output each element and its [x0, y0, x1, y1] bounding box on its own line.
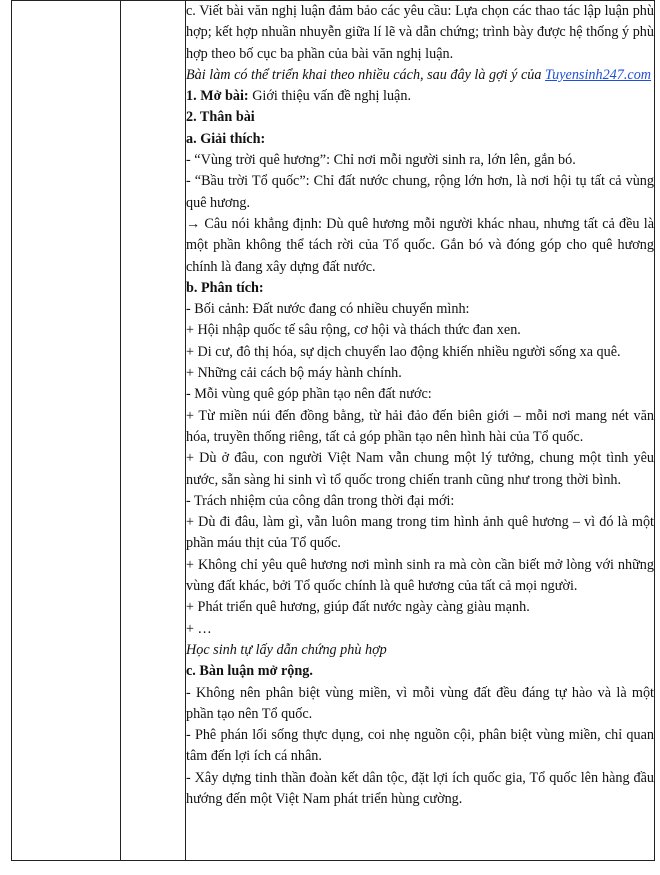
mo-bai-label: 1. Mở bài:	[186, 88, 249, 105]
list-item: - Mỗi vùng quê góp phần tạo nên đất nước:	[186, 386, 432, 403]
list-item: + Phát triển quê hương, giúp đất nước ngày càng giàu mạnh.	[186, 599, 530, 616]
list-item: + Hội nhập quốc tế sâu rộng, cơ hội và thách thức đan xen.	[186, 322, 521, 339]
list-item: - Phê phán lối sống thực dụng, coi nhẹ nguồn cội, phân biệt vùng miền, chỉ quan tâm đến lợi ích cá nhân.	[186, 727, 654, 765]
evidence-note: Học sinh tự lấy dẫn chứng phù hợp	[186, 641, 387, 658]
suggestion-note	[186, 65, 654, 86]
list-item: + Từ miền núi đến đồng bằng, từ hải đảo đến biên giới – mỗi nơi mang nét văn hóa, truyền thống riêng, tất cả góp phần tạo nên hình hài của Tổ quốc.	[186, 407, 654, 445]
suggestion-text: Bài làm có thể triển khai theo nhiều cách, sau đây là gợi ý của	[186, 66, 542, 83]
answer-table	[11, 0, 655, 861]
intro-text: c. Viết bài văn nghị luận đảm bảo các yêu cầu: Lựa chọn các thao tác lập luận phù hợp; kết hợp nhuần nhuyễn giữa lí lẽ và dẫn chứng; trình bày được hệ thống ý phù hợp theo bố cục ba phần của bài văn nghị luận.	[186, 3, 654, 62]
ban-luan-heading: c. Bàn luận mở rộng.	[186, 663, 313, 680]
list-item: + …	[186, 620, 212, 637]
list-item: + Không chỉ yêu quê hương nơi mình sinh ra mà còn cần biết mở lòng với những vùng đất khác, bởi Tổ quốc chính là quê hương của tất cả mọi người.	[186, 556, 654, 595]
list-item: - Bối cảnh: Đất nước đang có nhiều chuyển mình:	[186, 301, 470, 318]
column-item	[121, 1, 186, 861]
list-item: + Dù ở đâu, con người Việt Nam vẫn chung một lý tưởng, chung một tình yêu nước, sẵn sàng hi sinh vì tổ quốc trong chiến tranh cũng như trong thời bình.	[186, 450, 654, 488]
table-row	[12, 1, 655, 861]
list-item: - “Bầu trời Tổ quốc”: Chỉ đất nước chung, rộng lớn hơn, là nơi hội tụ tất cả vùng quê hương.	[186, 173, 654, 211]
than-bai-heading: 2. Thân bài	[186, 109, 255, 126]
mo-bai-text: Giới thiệu vấn đề nghị luận.	[248, 88, 411, 105]
source-link[interactable]: Tuyensinh247.com	[545, 66, 652, 83]
list-item: → Câu nói khẳng định: Dù quê hương mỗi người khác nhau, nhưng tất cả đều là một phần không thể tách rời của Tổ quốc. Gắn bó và đóng góp cho quê hương chính là đang xây dựng đất nước.	[186, 215, 654, 275]
phan-tich-heading: b. Phân tích:	[186, 279, 264, 296]
list-item: + Di cư, đô thị hóa, sự dịch chuyển lao động khiến nhiều người sống xa quê.	[186, 343, 621, 360]
column-content	[186, 1, 655, 861]
mo-bai	[186, 86, 654, 107]
list-item: - Xây dựng tinh thần đoàn kết dân tộc, đặt lợi ích quốc gia, Tổ quốc lên hàng đầu hướng đến một Việt Nam phát triển hùng cường.	[186, 769, 654, 807]
list-item: + Những cải cách bộ máy hành chính.	[186, 365, 402, 382]
list-item: + Dù đi đâu, làm gì, vẫn luôn mang trong tim hình ảnh quê hương – vì đó là một phần máu thịt của Tổ quốc.	[186, 514, 654, 552]
list-item: - Trách nhiệm của công dân trong thời đại mới:	[186, 492, 455, 509]
column-part	[12, 1, 121, 861]
giai-thich-heading: a. Giải thích:	[186, 130, 266, 147]
list-item: - Không nên phân biệt vùng miền, vì mỗi vùng đất đều đáng tự hào và là một phần tạo nên Tổ quốc.	[186, 684, 654, 722]
list-item: - “Vùng trời quê hương”: Chỉ nơi mỗi người sinh ra, lớn lên, gắn bó.	[186, 152, 576, 169]
